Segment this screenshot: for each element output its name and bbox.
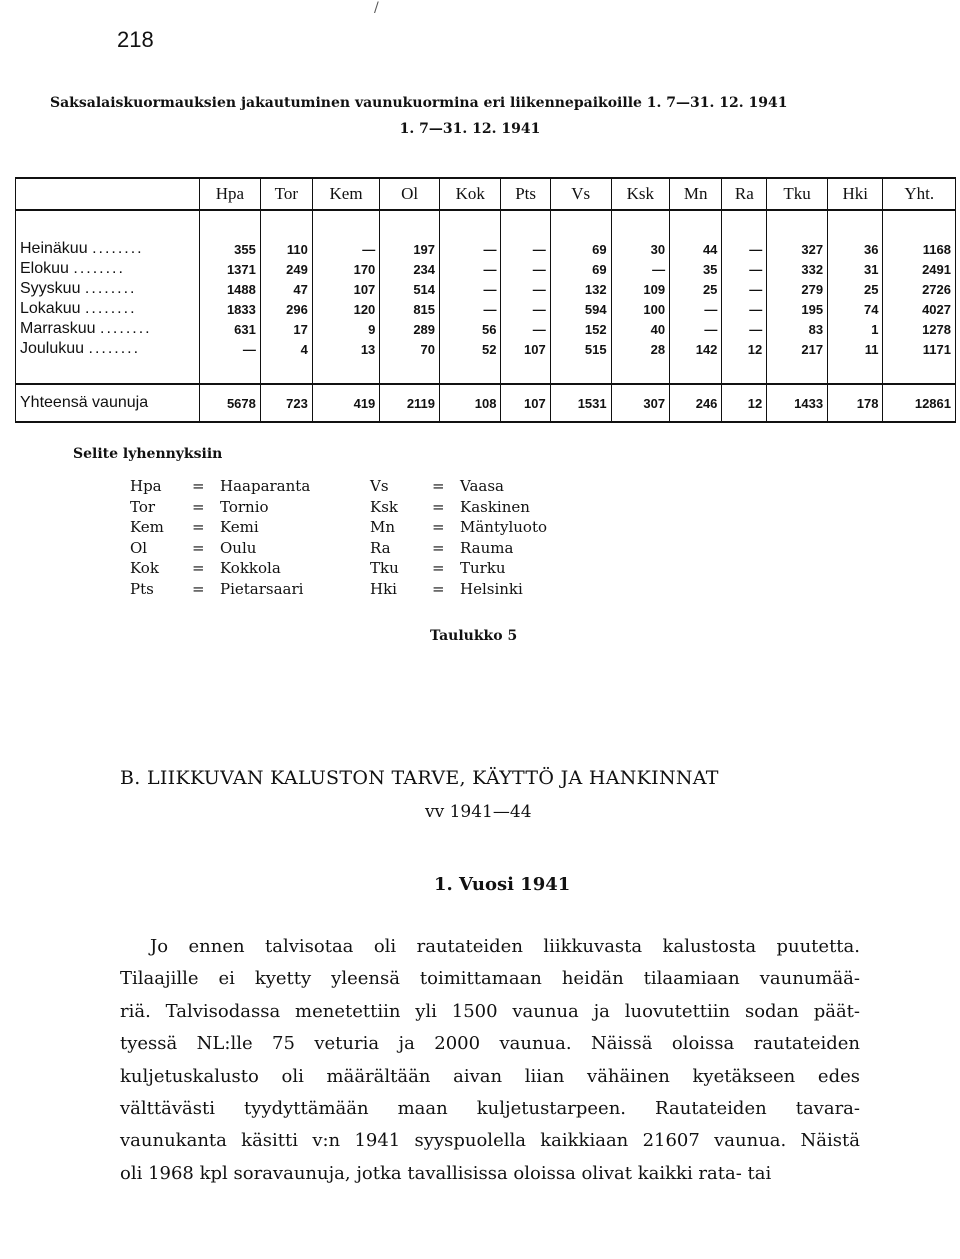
table-cell: 4	[260, 339, 312, 359]
table-cell: 1278	[883, 319, 956, 339]
legend-name: Oulu	[220, 538, 257, 557]
total-cell: 419	[312, 384, 379, 422]
total-cell: 246	[670, 384, 722, 422]
table-cell: 234	[380, 259, 440, 279]
paragraph-line: Jo ennen talvisotaa oli rautateiden liikkuvasta kalustosta puutetta.	[150, 936, 860, 957]
table-cell: 52	[440, 339, 501, 359]
spacer-cell	[722, 359, 767, 384]
row-label-text: Joulukuu	[20, 340, 85, 357]
table-cell: —	[501, 239, 550, 259]
spacer-cell	[550, 359, 611, 384]
column-header: Hki	[828, 178, 883, 210]
table-caption: Taulukko 5	[430, 628, 518, 644]
table-title	[50, 90, 930, 142]
leader-dots: ........	[92, 240, 144, 257]
table-cell: —	[501, 259, 550, 279]
table-cell: 279	[767, 279, 828, 299]
column-header: Pts	[501, 178, 550, 210]
legend-abbreviation: Hki	[370, 579, 397, 598]
legend-equals: =	[192, 559, 205, 577]
table-cell: 44	[670, 239, 722, 259]
table-cell: —	[501, 319, 550, 339]
legend-name: Pietarsaari	[220, 579, 304, 598]
legend-equals: =	[192, 538, 205, 557]
table-row	[16, 299, 956, 319]
column-header: Ksk	[611, 178, 669, 210]
table-cell: 514	[380, 279, 440, 299]
table-cell: —	[440, 299, 501, 319]
table-cell: 249	[260, 259, 312, 279]
leader-dots: ........	[84, 280, 137, 297]
table-cell: —	[670, 319, 722, 339]
table-cell: 289	[380, 319, 440, 339]
table-cell: —	[501, 279, 550, 299]
row-label	[16, 279, 200, 299]
legend-row	[130, 579, 610, 600]
table-cell: 40	[611, 319, 669, 339]
table-cell: 1833	[200, 299, 261, 319]
page-number: 218	[117, 27, 154, 52]
column-header: Hpa	[200, 178, 261, 210]
total-cell: 723	[260, 384, 312, 422]
spacer-cell	[440, 359, 501, 384]
table-cell: 28	[611, 339, 669, 359]
table-cell: —	[722, 299, 767, 319]
legend-equals: =	[432, 538, 445, 557]
spacer-cell	[767, 359, 828, 384]
legend-equals: =	[432, 518, 445, 536]
table-cell: 1	[828, 319, 883, 339]
table-cell: 332	[767, 259, 828, 279]
table-cell: —	[440, 239, 501, 259]
row-label-text: Elokuu	[20, 260, 69, 277]
paragraph-line: Tilaajille ei kyetty yleensä toimittamaan heidän tilaamiaan vaunumää-	[120, 968, 860, 990]
table-cell: 35	[670, 259, 722, 279]
header-corner	[16, 178, 200, 210]
column-header: Mn	[670, 178, 722, 210]
spacer-cell	[380, 210, 440, 239]
table-cell: 36	[828, 239, 883, 259]
table-cell: 107	[312, 279, 379, 299]
table-cell: 1488	[200, 279, 261, 299]
table-cell: 120	[312, 299, 379, 319]
table-cell: 25	[828, 279, 883, 299]
table-cell: 31	[828, 259, 883, 279]
table-cell: 2491	[883, 259, 956, 279]
legend-equals: =	[432, 579, 445, 598]
total-cell: 107	[501, 384, 550, 422]
table-title-line2: 1. 7—31. 12. 1941	[399, 121, 541, 137]
total-cell: 1433	[767, 384, 828, 422]
table-cell: 4027	[883, 299, 956, 319]
legend-name: Turku	[460, 559, 506, 577]
paragraph-line: riä. Talvisodassa menetettiin yli 1500 vaunua ja luovutettiin sodan päät-	[120, 1000, 860, 1022]
table-cell: 170	[312, 259, 379, 279]
table-cell: 56	[440, 319, 501, 339]
legend-name: Vaasa	[460, 477, 504, 495]
spacer-cell	[200, 359, 261, 384]
legend-equals: =	[192, 497, 205, 516]
table-cell: 47	[260, 279, 312, 299]
row-label	[16, 339, 200, 359]
table-cell: 69	[550, 239, 611, 259]
table-cell: 11	[828, 339, 883, 359]
row-label	[16, 299, 200, 319]
freight-distribution-table	[15, 177, 956, 423]
column-header: Tku	[767, 178, 828, 210]
spacer-cell	[883, 359, 956, 384]
legend-abbreviation: Ra	[370, 538, 391, 557]
table-cell: —	[200, 339, 261, 359]
table-cell: 1371	[200, 259, 261, 279]
table-spacer-row	[16, 359, 956, 384]
table-cell: —	[722, 279, 767, 299]
paragraph-line: välttävästi tyydyttämään maan kuljetustarpeen. Rautateiden tavara-	[120, 1098, 860, 1120]
table-cell: 1168	[883, 239, 956, 259]
spacer-cell	[670, 210, 722, 239]
column-header: Vs	[550, 178, 611, 210]
table-cell: 296	[260, 299, 312, 319]
column-header: Tor	[260, 178, 312, 210]
total-label: Yhteensä vaunuja	[16, 384, 200, 422]
table-cell: 13	[312, 339, 379, 359]
spacer-cell	[611, 359, 669, 384]
table-cell: 594	[550, 299, 611, 319]
total-row	[16, 384, 956, 422]
table-cell: 69	[550, 259, 611, 279]
legend-equals: =	[432, 497, 445, 516]
spacer-cell	[550, 210, 611, 239]
table-cell: —	[312, 239, 379, 259]
table-row	[16, 339, 956, 359]
table-cell: 74	[828, 299, 883, 319]
table-cell: 70	[380, 339, 440, 359]
table-cell: 30	[611, 239, 669, 259]
column-header: Yht.	[883, 178, 956, 210]
table-cell: —	[670, 299, 722, 319]
spacer-cell	[16, 359, 200, 384]
spacer-cell	[767, 210, 828, 239]
leader-dots: ........	[88, 340, 141, 357]
legend-equals: =	[192, 518, 205, 536]
spacer-cell	[260, 210, 312, 239]
table-row	[16, 279, 956, 299]
table-cell: —	[722, 239, 767, 259]
legend-abbreviation: Tor	[130, 497, 156, 516]
legend-title: Selite lyhennyksiin	[73, 446, 223, 462]
row-label-text: Syyskuu	[20, 280, 81, 297]
table-row	[16, 259, 956, 279]
table-spacer-row	[16, 210, 956, 239]
spacer-cell	[200, 210, 261, 239]
table-cell: —	[440, 259, 501, 279]
spacer-cell	[260, 359, 312, 384]
table-cell: 217	[767, 339, 828, 359]
subsection-heading: 1. Vuosi 1941	[434, 874, 571, 895]
row-label-text: Lokakuu	[20, 300, 81, 317]
leader-dots: ........	[73, 260, 125, 277]
legend-row	[130, 476, 610, 497]
row-label	[16, 319, 200, 339]
legend-equals: =	[432, 477, 445, 495]
spacer-cell	[312, 210, 379, 239]
total-cell: 1531	[550, 384, 611, 422]
table-cell: 195	[767, 299, 828, 319]
table-cell: 515	[550, 339, 611, 359]
legend-name: Kokkola	[220, 559, 281, 577]
column-header: Ol	[380, 178, 440, 210]
table-cell: 1171	[883, 339, 956, 359]
spacer-cell	[501, 210, 550, 239]
row-label	[16, 239, 200, 259]
spacer-cell	[16, 210, 200, 239]
table-cell: 132	[550, 279, 611, 299]
legend-name: Mäntyluoto	[460, 518, 548, 536]
total-cell: 307	[611, 384, 669, 422]
table-cell: 327	[767, 239, 828, 259]
legend-name: Kaskinen	[460, 497, 530, 516]
spacer-cell	[312, 359, 379, 384]
table-cell: 152	[550, 319, 611, 339]
table-cell: —	[440, 279, 501, 299]
table-cell: 2726	[883, 279, 956, 299]
legend-row	[130, 558, 610, 579]
legend-name: Helsinki	[460, 579, 523, 598]
legend-row	[130, 497, 610, 518]
leader-dots: ........	[84, 300, 137, 317]
table-cell: 109	[611, 279, 669, 299]
table-header-row	[16, 178, 956, 210]
total-cell: 178	[828, 384, 883, 422]
table-cell: 83	[767, 319, 828, 339]
paragraph-line: kuljetuskalusto oli määrältään aivan liian vähäinen kyetäkseen edes	[120, 1065, 860, 1087]
legend-name: Haaparanta	[220, 477, 311, 495]
paragraph-line: vaunukanta käsitti v:n 1941 syyspuolella kaikkiaan 21607 vaunua. Näistä	[120, 1130, 860, 1152]
table-cell: 100	[611, 299, 669, 319]
spacer-cell	[611, 210, 669, 239]
table-cell: 355	[200, 239, 261, 259]
table-cell: 17	[260, 319, 312, 339]
total-cell: 5678	[200, 384, 261, 422]
spacer-cell	[670, 359, 722, 384]
column-header: Kem	[312, 178, 379, 210]
paragraph-line: tyessä NL:lle 75 veturia ja 2000 vaunua. Näissä oloissa rautateiden	[120, 1033, 860, 1055]
legend-name: Kemi	[220, 518, 259, 536]
row-label-text: Heinäkuu	[20, 240, 88, 257]
spacer-cell	[828, 359, 883, 384]
column-header: Ra	[722, 178, 767, 210]
table-title-line1: Saksalaiskuormauksien jakautuminen vaunukuormina eri liikennepaikoille 1. 7—31. 12. 1941	[50, 95, 788, 111]
legend-abbreviation: Ksk	[370, 497, 398, 516]
stray-mark: /	[374, 0, 379, 16]
row-label	[16, 259, 200, 279]
table-row	[16, 239, 956, 259]
table-cell: 9	[312, 319, 379, 339]
section-subheading: vv 1941—44	[425, 802, 532, 822]
legend-row	[130, 538, 610, 559]
column-header: Kok	[440, 178, 501, 210]
body-paragraph	[120, 931, 860, 1190]
legend-abbreviation: Tku	[370, 559, 399, 577]
table-cell: 12	[722, 339, 767, 359]
table-cell: 142	[670, 339, 722, 359]
legend-equals: =	[432, 559, 445, 577]
paragraph-line: oli 1968 kpl soravaunuja, jotka tavallisissa oloissa olivat kaikki rata- tai	[120, 1162, 772, 1184]
spacer-cell	[722, 210, 767, 239]
table-cell: 25	[670, 279, 722, 299]
spacer-cell	[440, 210, 501, 239]
table-cell: 107	[501, 339, 550, 359]
legend-abbreviation: Mn	[370, 518, 396, 536]
table-cell: —	[501, 299, 550, 319]
legend-abbreviation: Hpa	[130, 477, 162, 495]
total-cell: 108	[440, 384, 501, 422]
spacer-cell	[501, 359, 550, 384]
abbreviation-legend	[130, 476, 610, 599]
total-cell: 12861	[883, 384, 956, 422]
legend-row	[130, 517, 610, 538]
legend-abbreviation: Kok	[130, 559, 159, 577]
total-cell: 2119	[380, 384, 440, 422]
legend-abbreviation: Pts	[130, 579, 154, 598]
spacer-cell	[883, 210, 956, 239]
legend-abbreviation: Kem	[130, 518, 164, 536]
table-cell: 110	[260, 239, 312, 259]
legend-name: Rauma	[460, 538, 514, 557]
table-cell: —	[611, 259, 669, 279]
table-body	[16, 210, 956, 422]
table-cell: 197	[380, 239, 440, 259]
spacer-cell	[380, 359, 440, 384]
leader-dots: ........	[100, 320, 152, 337]
legend-abbreviation: Vs	[370, 477, 389, 495]
table-cell: —	[722, 259, 767, 279]
table-cell: 631	[200, 319, 261, 339]
section-heading: B. LIIKKUVAN KALUSTON TARVE, KÄYTTÖ JA HANKINNAT	[120, 767, 719, 789]
legend-name: Tornio	[220, 497, 269, 516]
legend-abbreviation: Ol	[130, 538, 148, 557]
table-row	[16, 319, 956, 339]
spacer-cell	[828, 210, 883, 239]
row-label-text: Marraskuu	[20, 320, 96, 337]
total-cell: 12	[722, 384, 767, 422]
table-cell: 815	[380, 299, 440, 319]
legend-equals: =	[192, 579, 205, 598]
table-cell: —	[722, 319, 767, 339]
legend-equals: =	[192, 477, 205, 495]
